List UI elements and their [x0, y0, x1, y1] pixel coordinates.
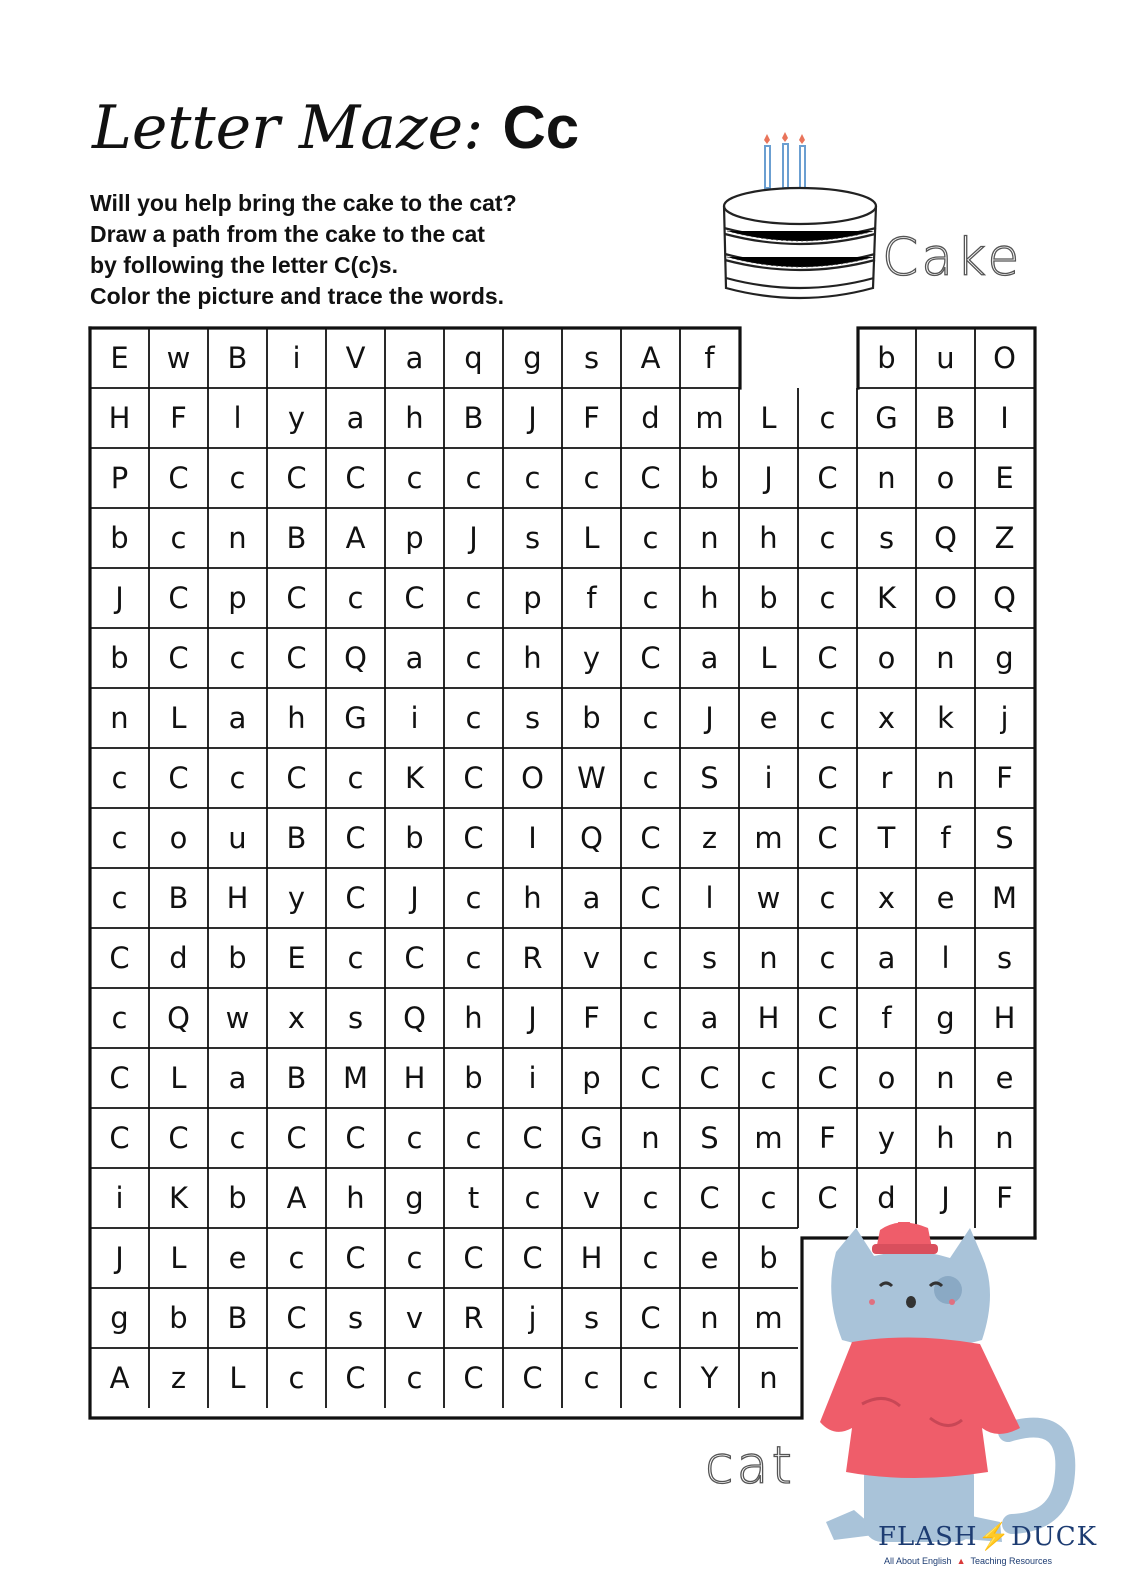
maze-cell: s	[583, 341, 600, 375]
maze-cell: m	[754, 821, 783, 855]
maze-cell: i	[115, 1181, 124, 1215]
maze-cell: r	[880, 761, 893, 795]
maze-cell: h	[405, 401, 424, 435]
maze-cell: o	[169, 821, 188, 855]
maze-cell: e	[700, 1241, 719, 1275]
maze-cell: c	[819, 701, 836, 735]
maze-cell: K	[168, 1181, 189, 1215]
maze-cell: d	[641, 401, 660, 435]
maze-cell: I	[528, 821, 537, 855]
instruction-line: Will you help bring the cake to the cat?	[90, 190, 517, 216]
maze-cell: n	[110, 701, 129, 735]
maze-cell: w	[225, 1001, 250, 1035]
maze-cell: c	[406, 1121, 423, 1155]
maze-cell: j	[528, 1301, 537, 1335]
maze-cell: C	[168, 641, 189, 675]
maze-cell: y	[287, 401, 306, 435]
maze-cell: H	[403, 1061, 426, 1095]
maze-cell: c	[760, 1061, 777, 1095]
maze-cell: b	[110, 521, 129, 555]
title-letters: Cc	[502, 94, 580, 161]
maze-cell: p	[405, 521, 424, 555]
maze-cell: C	[640, 1061, 661, 1095]
maze-cell: h	[464, 1001, 483, 1035]
maze-cell: h	[936, 1121, 955, 1155]
maze-cell: p	[523, 581, 542, 615]
maze-cell: b	[700, 461, 719, 495]
maze-cell: e	[936, 881, 955, 915]
maze-cell: C	[345, 1241, 366, 1275]
maze-cell: H	[226, 881, 249, 915]
maze-cell: c	[642, 701, 659, 735]
maze-cell: F	[583, 1001, 600, 1035]
maze-cell: e	[759, 701, 778, 735]
maze-cell: c	[465, 881, 482, 915]
maze-cell: c	[465, 581, 482, 615]
maze-cell: J	[528, 401, 537, 435]
maze-cell: h	[523, 641, 542, 675]
maze-cell: v	[582, 1181, 601, 1215]
maze-cell: g	[936, 1001, 955, 1035]
maze-cell: A	[640, 341, 661, 375]
maze-cell: d	[169, 941, 188, 975]
maze-cell: C	[640, 881, 661, 915]
maze-cell: C	[109, 941, 130, 975]
maze-cell: c	[347, 941, 364, 975]
maze-cell: V	[345, 341, 366, 375]
maze-cell: c	[819, 581, 836, 615]
maze-cell: C	[168, 1121, 189, 1155]
maze-cell: L	[170, 1241, 187, 1275]
maze-cell: b	[110, 641, 129, 675]
maze-cell: Q	[580, 821, 603, 855]
logo-brand: FLASH⚡DUCK	[878, 1522, 1098, 1552]
maze-cell: c	[111, 881, 128, 915]
maze-cell: c	[819, 881, 836, 915]
maze-cell: c	[465, 461, 482, 495]
maze-cell: L	[760, 641, 777, 675]
maze-cell: n	[936, 641, 955, 675]
maze-cell: g	[995, 641, 1014, 675]
maze-cell: C	[817, 1181, 838, 1215]
maze-cell: m	[695, 401, 724, 435]
trace-word-cat: cat	[705, 1436, 795, 1496]
maze-cell: v	[582, 941, 601, 975]
maze-cell: n	[995, 1121, 1014, 1155]
maze-cell: j	[1000, 701, 1009, 735]
maze-cell: s	[878, 521, 895, 555]
maze-cell: K	[876, 581, 897, 615]
maze-cell: l	[941, 941, 950, 975]
maze-cell: a	[700, 1001, 719, 1035]
title-script: Letter Maze:	[92, 93, 484, 163]
maze-cell: C	[522, 1121, 543, 1155]
maze-cell: E	[287, 941, 306, 975]
maze-cell: O	[521, 761, 544, 795]
maze-cell: C	[345, 1361, 366, 1395]
maze-cell: a	[405, 641, 424, 675]
maze-cell: s	[701, 941, 718, 975]
maze-cell: C	[286, 641, 307, 675]
maze-cell: h	[523, 881, 542, 915]
maze-cell: d	[877, 1181, 896, 1215]
maze-cell: L	[170, 1061, 187, 1095]
maze-cell: c	[642, 1001, 659, 1035]
maze-cell: c	[347, 761, 364, 795]
maze-cell: c	[760, 1181, 777, 1215]
maze-cell: n	[700, 1301, 719, 1335]
maze-cell: J	[528, 1001, 537, 1035]
maze-cell: o	[877, 1061, 896, 1095]
maze-cell: J	[469, 521, 478, 555]
maze-cell: c	[583, 1361, 600, 1395]
maze-cell: S	[700, 761, 719, 795]
maze-cell: x	[877, 701, 896, 735]
maze-cell: s	[583, 1301, 600, 1335]
maze-cell: c	[642, 761, 659, 795]
maze-cell: Q	[934, 521, 957, 555]
maze-cell: m	[754, 1301, 783, 1335]
maze-cell: C	[640, 821, 661, 855]
maze-cell: L	[760, 401, 777, 435]
maze-cell: J	[705, 701, 714, 735]
maze-cell: h	[700, 581, 719, 615]
maze-cell: n	[759, 1361, 778, 1395]
maze-cell: C	[640, 641, 661, 675]
maze-cell: C	[522, 1361, 543, 1395]
maze-cell: a	[405, 341, 424, 375]
maze-cell: F	[996, 1181, 1013, 1215]
maze-cell: O	[934, 581, 957, 615]
maze-cell: Q	[403, 1001, 426, 1035]
maze-cell: e	[228, 1241, 247, 1275]
maze-cell: c	[288, 1241, 305, 1275]
maze-cell: c	[111, 1001, 128, 1035]
maze-cell: J	[115, 581, 124, 615]
maze-cell: C	[817, 761, 838, 795]
maze-cell: n	[936, 761, 955, 795]
maze-cell: b	[877, 341, 896, 375]
maze-cell: B	[935, 401, 956, 435]
maze-cell: B	[286, 521, 307, 555]
maze-cell: C	[286, 581, 307, 615]
maze-cell: C	[109, 1121, 130, 1155]
maze-cell: J	[941, 1181, 950, 1215]
maze-cell: c	[465, 1121, 482, 1155]
maze-cell: c	[111, 761, 128, 795]
maze-cell: g	[110, 1301, 129, 1335]
maze-cell: a	[877, 941, 896, 975]
maze-cell: u	[936, 341, 955, 375]
maze-cell: L	[583, 521, 600, 555]
maze-cell: c	[583, 461, 600, 495]
maze-cell: c	[170, 521, 187, 555]
maze-cell: y	[877, 1121, 896, 1155]
maze-cell: H	[108, 401, 131, 435]
maze-cell: C	[286, 461, 307, 495]
maze-cell: Y	[700, 1361, 719, 1395]
maze-cell: c	[347, 581, 364, 615]
maze-cell: C	[168, 461, 189, 495]
maze-cell: C	[168, 581, 189, 615]
maze-cell: H	[580, 1241, 603, 1275]
maze-cell: C	[817, 1061, 838, 1095]
maze-cell: c	[524, 461, 541, 495]
maze-cell: b	[169, 1301, 188, 1335]
maze-cell: C	[817, 821, 838, 855]
maze-cell: C	[640, 1301, 661, 1335]
maze-cell: x	[877, 881, 896, 915]
maze-cell: b	[405, 821, 424, 855]
maze-cell: a	[228, 701, 247, 735]
maze-cell: s	[347, 1001, 364, 1035]
maze-cell: A	[109, 1361, 130, 1395]
maze-cell: I	[1000, 401, 1009, 435]
maze-cell: C	[109, 1061, 130, 1095]
maze-cell: Q	[993, 581, 1016, 615]
maze-cell: p	[228, 581, 247, 615]
maze-cell: Q	[167, 1001, 190, 1035]
maze-cell: R	[463, 1301, 484, 1335]
maze-cell: F	[170, 401, 187, 435]
maze-cell: b	[228, 1181, 247, 1215]
maze-cell: t	[467, 1181, 480, 1215]
maze-cell: C	[699, 1061, 720, 1095]
maze-cell: J	[764, 461, 773, 495]
maze-cell: C	[463, 761, 484, 795]
maze-cell: c	[229, 1121, 246, 1155]
maze-cell: c	[642, 581, 659, 615]
maze-cell: T	[877, 821, 896, 855]
maze-cell: J	[410, 881, 419, 915]
maze-cell: c	[524, 1181, 541, 1215]
maze-cell: J	[115, 1241, 124, 1275]
maze-cell: s	[524, 521, 541, 555]
maze-cell: B	[286, 1061, 307, 1095]
maze-cell: n	[641, 1121, 660, 1155]
maze-cell: b	[582, 701, 601, 735]
instruction-line: Color the picture and trace the words.	[90, 283, 505, 309]
maze-cell: h	[346, 1181, 365, 1215]
maze-cell: B	[227, 341, 248, 375]
maze-cell: B	[463, 401, 484, 435]
maze-cell: c	[406, 1361, 423, 1395]
maze-cell: s	[347, 1301, 364, 1335]
maze-cell: b	[759, 581, 778, 615]
maze-cell: w	[166, 341, 191, 375]
maze-cell: m	[754, 1121, 783, 1155]
maze-cell: L	[229, 1361, 246, 1395]
maze-cell: f	[704, 341, 715, 375]
maze-cell: c	[819, 941, 836, 975]
maze-cell: g	[523, 341, 542, 375]
maze-cell: o	[936, 461, 955, 495]
maze-cell: F	[583, 401, 600, 435]
maze-cell: c	[642, 521, 659, 555]
maze-cell: c	[642, 941, 659, 975]
instruction-line: Draw a path from the cake to the cat	[90, 221, 485, 247]
maze-cell: C	[817, 1001, 838, 1035]
maze-cell: s	[524, 701, 541, 735]
maze-cell: l	[705, 881, 714, 915]
maze-cell: b	[464, 1061, 483, 1095]
maze-cell: K	[404, 761, 425, 795]
maze-cell: H	[993, 1001, 1016, 1035]
maze-cell: q	[464, 341, 483, 375]
maze-cell: R	[522, 941, 543, 975]
maze-cell: F	[996, 761, 1013, 795]
maze-cell: c	[642, 1241, 659, 1275]
maze-cell: P	[110, 461, 129, 495]
maze-cell: c	[111, 821, 128, 855]
maze-cell: C	[345, 881, 366, 915]
maze-cell: v	[405, 1301, 424, 1335]
maze-cell: a	[700, 641, 719, 675]
maze-cell: a	[228, 1061, 247, 1095]
maze-cell: C	[404, 941, 425, 975]
maze-cell: Z	[994, 521, 1015, 555]
maze-cell: e	[995, 1061, 1014, 1095]
maze-cell: W	[577, 761, 606, 795]
maze-cell: O	[993, 341, 1016, 375]
maze-cell: M	[342, 1061, 369, 1095]
maze-cell: z	[170, 1361, 187, 1395]
maze-cell: H	[757, 1001, 780, 1035]
maze-cell: C	[345, 461, 366, 495]
maze-cell: M	[991, 881, 1018, 915]
maze-cell: a	[582, 881, 601, 915]
maze-cell: i	[410, 701, 419, 735]
maze-cell: n	[759, 941, 778, 975]
maze-cell: A	[286, 1181, 307, 1215]
maze-cell: x	[287, 1001, 306, 1035]
maze-cell: n	[936, 1061, 955, 1095]
maze-cell: C	[345, 821, 366, 855]
maze-cell: h	[287, 701, 306, 735]
maze-cell: w	[756, 881, 781, 915]
maze-cell: C	[699, 1181, 720, 1215]
maze-cell: c	[288, 1361, 305, 1395]
cat-illustration	[812, 1222, 1082, 1557]
maze-cell: C	[286, 1121, 307, 1155]
trace-word-cake: Cake	[882, 228, 1023, 288]
maze-cell: G	[875, 401, 898, 435]
maze-cell: A	[345, 521, 366, 555]
maze-cell: G	[580, 1121, 603, 1155]
maze-cell: Q	[344, 641, 367, 675]
maze-cell: c	[465, 701, 482, 735]
maze-cell: B	[286, 821, 307, 855]
maze-cell: B	[168, 881, 189, 915]
maze-cell: p	[582, 1061, 601, 1095]
maze-cell: g	[405, 1181, 424, 1215]
maze-cell: E	[995, 461, 1014, 495]
maze-cell: f	[940, 821, 951, 855]
maze-cell: c	[642, 1361, 659, 1395]
maze-cell: C	[286, 761, 307, 795]
maze-cell: C	[463, 1241, 484, 1275]
maze-cell: c	[229, 761, 246, 795]
maze-cell: i	[764, 761, 773, 795]
instruction-line: by following the letter C(c)s.	[90, 252, 398, 278]
maze-cell: C	[168, 761, 189, 795]
maze-cell: y	[582, 641, 601, 675]
maze-cell: k	[937, 701, 954, 735]
maze-cell: C	[463, 821, 484, 855]
maze-cell: c	[819, 401, 836, 435]
maze-cell: S	[995, 821, 1014, 855]
maze-cell: z	[701, 821, 718, 855]
maze-cell: C	[345, 1121, 366, 1155]
maze-cell: h	[759, 521, 778, 555]
maze-cell: b	[759, 1241, 778, 1275]
maze-cell: u	[228, 821, 247, 855]
maze-cell: n	[228, 521, 247, 555]
maze-cell: a	[346, 401, 365, 435]
maze-cell: L	[170, 701, 187, 735]
maze-cell: f	[586, 581, 597, 615]
maze-cell: c	[465, 641, 482, 675]
maze-cell: S	[700, 1121, 719, 1155]
maze-cell: o	[877, 641, 896, 675]
maze-cell: y	[287, 881, 306, 915]
maze-cell: c	[406, 1241, 423, 1275]
maze-cell: s	[996, 941, 1013, 975]
maze-cell: l	[233, 401, 242, 435]
maze-cell: F	[819, 1121, 836, 1155]
maze-cell: C	[286, 1301, 307, 1335]
maze-cell: n	[877, 461, 896, 495]
maze-cell: i	[292, 341, 301, 375]
maze-cell: f	[881, 1001, 892, 1035]
maze-cell: b	[228, 941, 247, 975]
flashduck-logo	[872, 1522, 1098, 1582]
maze-cell: B	[227, 1301, 248, 1335]
maze-cell: C	[522, 1241, 543, 1275]
maze-cell: C	[463, 1361, 484, 1395]
maze-cell: c	[819, 521, 836, 555]
maze-cell: c	[229, 461, 246, 495]
maze-cell: c	[465, 941, 482, 975]
maze-cell: C	[640, 461, 661, 495]
maze-cell: c	[406, 461, 423, 495]
maze-cell: G	[344, 701, 367, 735]
maze-cell: n	[700, 521, 719, 555]
maze-cell: E	[110, 341, 129, 375]
maze-cell: C	[817, 641, 838, 675]
maze-cell: c	[642, 1181, 659, 1215]
logo-tagline: All About English ▲ Teaching Resources	[884, 1556, 1053, 1566]
maze-cell: C	[817, 461, 838, 495]
maze-cell: c	[229, 641, 246, 675]
maze-cell: i	[528, 1061, 537, 1095]
maze-cell: C	[404, 581, 425, 615]
